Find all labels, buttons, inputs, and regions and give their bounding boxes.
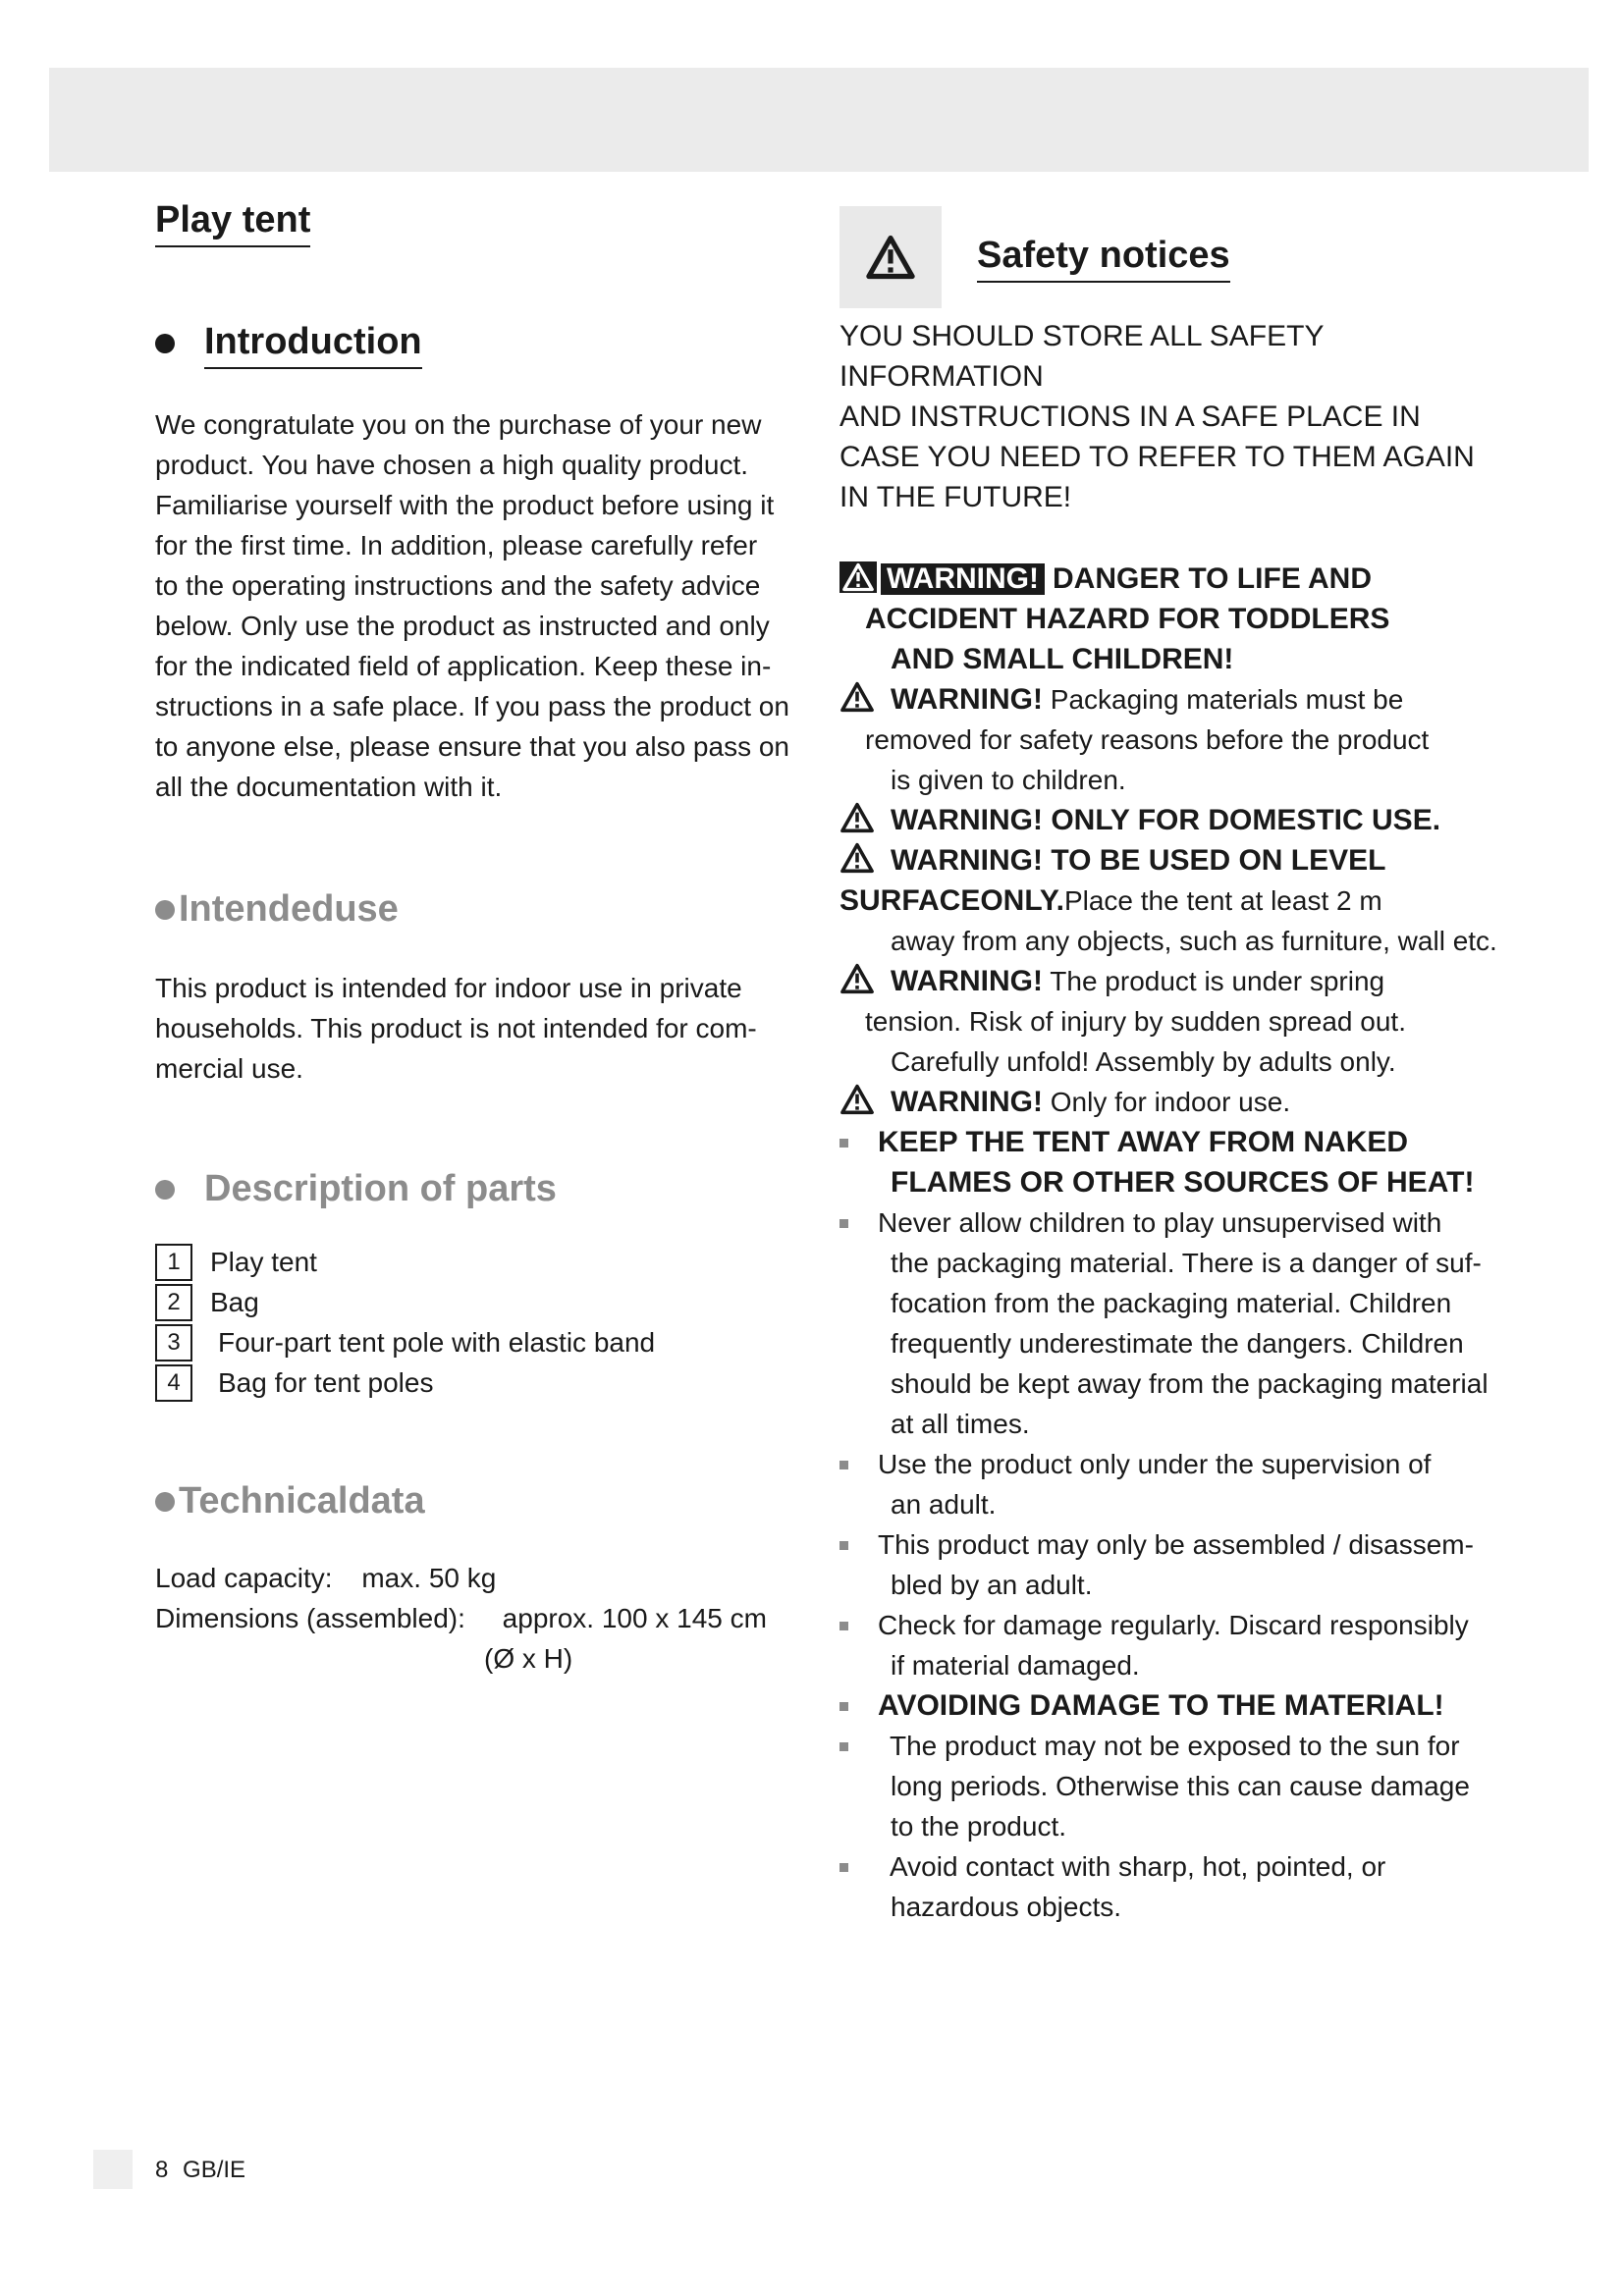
text-line: ACCIDENT HAZARD FOR TODDLERS xyxy=(865,603,1390,635)
text-line: focation from the packaging material. Children xyxy=(891,1288,1452,1318)
dimensions-unit: (Ø x H) xyxy=(484,1643,573,1674)
text-line: the packaging material. There is a danger of suf- xyxy=(891,1248,1482,1278)
part-label: Play tent xyxy=(210,1247,317,1277)
part-label: Bag for tent poles xyxy=(218,1367,434,1398)
avoid-damage-heading xyxy=(839,1685,1492,1726)
dimensions-value: approx. 100 x 145 cm xyxy=(502,1603,767,1633)
warning-text: Only for indoor use. xyxy=(1050,1087,1291,1117)
text-line: all the documentation with it. xyxy=(155,772,503,802)
square-bullet-icon xyxy=(839,1139,848,1148)
warning-word: WARNING! xyxy=(891,965,1043,997)
notice-text: The product may not be exposed to the sun for xyxy=(890,1731,1460,1761)
text-line: away from any objects, such as furniture, wall etc. xyxy=(891,926,1497,956)
assembly-notice xyxy=(839,1524,1492,1565)
dimensions-row xyxy=(155,1598,803,1638)
warning-triangle-icon xyxy=(839,681,875,713)
dimensions-label: Dimensions (assembled): xyxy=(155,1603,465,1633)
square-bullet-icon xyxy=(839,1742,848,1751)
safety-notices-list xyxy=(839,559,1497,1927)
damage-notice xyxy=(839,1605,1492,1645)
text-line: CASE YOU NEED TO REFER TO THEM AGAIN xyxy=(839,441,1475,473)
text-line: removed for safety reasons before the product xyxy=(865,724,1430,755)
warning-word: WARNING! xyxy=(891,683,1043,716)
warning-triangle-icon xyxy=(839,561,877,593)
domestic-warning xyxy=(839,800,1492,840)
text-line: households. This product is not intended for com- xyxy=(155,1013,757,1043)
warning-text: The product is under spring xyxy=(1050,966,1385,996)
store-notice xyxy=(839,316,1492,517)
text-line: is given to children. xyxy=(891,765,1126,795)
parts-item xyxy=(155,1362,803,1403)
parts-list xyxy=(155,1242,803,1403)
footer-marker xyxy=(93,2150,133,2189)
indoor-warning xyxy=(839,1082,1492,1122)
warning-triangle-icon xyxy=(839,1084,875,1115)
part-label: Four-part tent pole with elastic band xyxy=(218,1327,656,1358)
text-line: tension. Risk of injury by sudden spread out. xyxy=(865,1006,1406,1037)
notice-text: AVOIDING DAMAGE TO THE MATERIAL! xyxy=(878,1689,1444,1722)
square-bullet-icon xyxy=(839,1702,848,1711)
right-column xyxy=(839,206,1497,1927)
intended-use-heading-text: Intendeduse xyxy=(179,888,399,930)
load-capacity-value: max. 50 kg xyxy=(361,1563,497,1593)
text-line: at all times. xyxy=(891,1409,1030,1439)
bullet-icon xyxy=(155,334,175,353)
supervision-notice xyxy=(839,1444,1492,1484)
safety-heading: Safety notices xyxy=(977,232,1230,283)
contact-notice xyxy=(839,1846,1492,1887)
technical-data xyxy=(155,1558,803,1679)
square-bullet-icon xyxy=(839,1541,848,1550)
text-line: an adult. xyxy=(891,1489,997,1520)
part-number: 4 xyxy=(155,1364,192,1402)
parts-item xyxy=(155,1282,803,1322)
text-line: AND INSTRUCTIONS IN A SAFE PLACE IN xyxy=(839,400,1421,433)
text-line: to the operating instructions and the safety advice xyxy=(155,570,761,601)
notice-text: This product may only be assembled / disassem- xyxy=(878,1529,1474,1560)
danger-text: DANGER TO LIFE AND xyxy=(1052,562,1372,595)
text-line: to the product. xyxy=(891,1811,1067,1842)
packaging-warning xyxy=(839,679,1492,720)
never-notice xyxy=(839,1202,1492,1243)
text-line: mercial use. xyxy=(155,1053,303,1084)
text-line: IN THE FUTURE! xyxy=(839,481,1072,513)
warning-triangle-icon xyxy=(839,842,875,874)
text-line: frequently underestimate the dangers. Children xyxy=(891,1328,1464,1359)
load-capacity-label: Load capacity: xyxy=(155,1563,333,1593)
warning-triangle-icon xyxy=(839,963,875,994)
warning-text: WARNING! ONLY FOR DOMESTIC USE. xyxy=(891,804,1441,836)
square-bullet-icon xyxy=(839,1461,848,1469)
introduction-heading-text: Introduction xyxy=(204,318,422,369)
text-line: structions in a safe place. If you pass the product on xyxy=(155,691,789,721)
warning-icon-box xyxy=(839,206,942,308)
sun-notice xyxy=(839,1726,1492,1766)
warning-text: SURFACEONLY. xyxy=(839,884,1064,917)
parts-heading-text: Description of parts xyxy=(204,1168,557,1209)
bullet-icon xyxy=(155,900,175,920)
text-line: for the first time. In addition, please carefully refer xyxy=(155,530,758,561)
page-number: 8 xyxy=(155,2157,169,2183)
level-warning xyxy=(839,840,1492,881)
part-number: 2 xyxy=(155,1284,192,1321)
parts-item xyxy=(155,1322,803,1362)
text-line: hazardous objects. xyxy=(891,1892,1122,1922)
notice-text: Use the product only under the supervision of xyxy=(878,1449,1432,1479)
technical-heading xyxy=(155,1477,803,1526)
header-band xyxy=(49,68,1589,172)
warning-text: Packaging materials must be xyxy=(1050,684,1404,715)
text-line: should be kept away from the packaging material xyxy=(891,1368,1489,1399)
square-bullet-icon xyxy=(839,1863,848,1872)
part-number: 3 xyxy=(155,1324,192,1362)
document-title: Play tent xyxy=(155,196,310,247)
text-line: if material damaged. xyxy=(891,1650,1140,1681)
text-line: to anyone else, please ensure that you also pass on xyxy=(155,731,789,762)
notice-text: Avoid contact with sharp, hot, pointed, or xyxy=(890,1851,1386,1882)
warning-word: WARNING! xyxy=(891,1086,1043,1118)
language-code: GB/IE xyxy=(183,2157,246,2183)
technical-heading-text: Technicaldata xyxy=(179,1480,425,1522)
notice-text: KEEP THE TENT AWAY FROM NAKED xyxy=(878,1126,1409,1158)
text-line: Carefully unfold! Assembly by adults only. xyxy=(891,1046,1396,1077)
text-line: AND SMALL CHILDREN! xyxy=(891,643,1234,675)
danger-notice xyxy=(839,559,1492,599)
part-number: 1 xyxy=(155,1244,192,1281)
text-line: This product is intended for indoor use in private xyxy=(155,973,742,1003)
bullet-icon xyxy=(155,1492,175,1512)
introduction-body xyxy=(155,404,803,807)
spring-warning xyxy=(839,961,1492,1001)
part-label: Bag xyxy=(210,1287,259,1317)
warning-triangle-icon xyxy=(865,234,916,281)
left-column xyxy=(155,196,803,1679)
load-capacity-row xyxy=(155,1558,803,1598)
text-line: YOU SHOULD STORE ALL SAFETY INFORMATION xyxy=(839,320,1324,393)
notice-text: Never allow children to play unsupervised with xyxy=(878,1207,1442,1238)
square-bullet-icon xyxy=(839,1622,848,1630)
flames-notice xyxy=(839,1122,1492,1162)
intended-use-heading xyxy=(155,885,803,934)
text-line: long periods. Otherwise this can cause damage xyxy=(891,1771,1470,1801)
text-line: Familiarise yourself with the product before using it xyxy=(155,490,775,520)
parts-item xyxy=(155,1242,803,1282)
text-line: for the indicated field of application. Keep these in- xyxy=(155,651,772,681)
warning-text: Place the tent at least 2 m xyxy=(1063,885,1382,916)
text-line: product. You have chosen a high quality product. xyxy=(155,450,748,480)
text-line: We congratulate you on the purchase of your new xyxy=(155,409,762,440)
page-footer xyxy=(155,2156,245,2185)
text-line: FLAMES OR OTHER SOURCES OF HEAT! xyxy=(891,1166,1475,1199)
text-line: bled by an adult. xyxy=(891,1570,1093,1600)
warning-tag: WARNING! xyxy=(881,563,1045,595)
parts-heading xyxy=(155,1165,803,1214)
square-bullet-icon xyxy=(839,1219,848,1228)
warning-triangle-icon xyxy=(839,802,875,833)
bullet-icon xyxy=(155,1180,175,1200)
text-line: below. Only use the product as instructed and only xyxy=(155,611,770,641)
intended-use-body xyxy=(155,968,803,1089)
introduction-heading xyxy=(155,318,803,369)
level-warning-line xyxy=(839,881,1492,921)
safety-header xyxy=(839,206,1492,308)
notice-text: Check for damage regularly. Discard responsibly xyxy=(878,1610,1469,1640)
warning-text: WARNING! TO BE USED ON LEVEL xyxy=(891,844,1386,877)
